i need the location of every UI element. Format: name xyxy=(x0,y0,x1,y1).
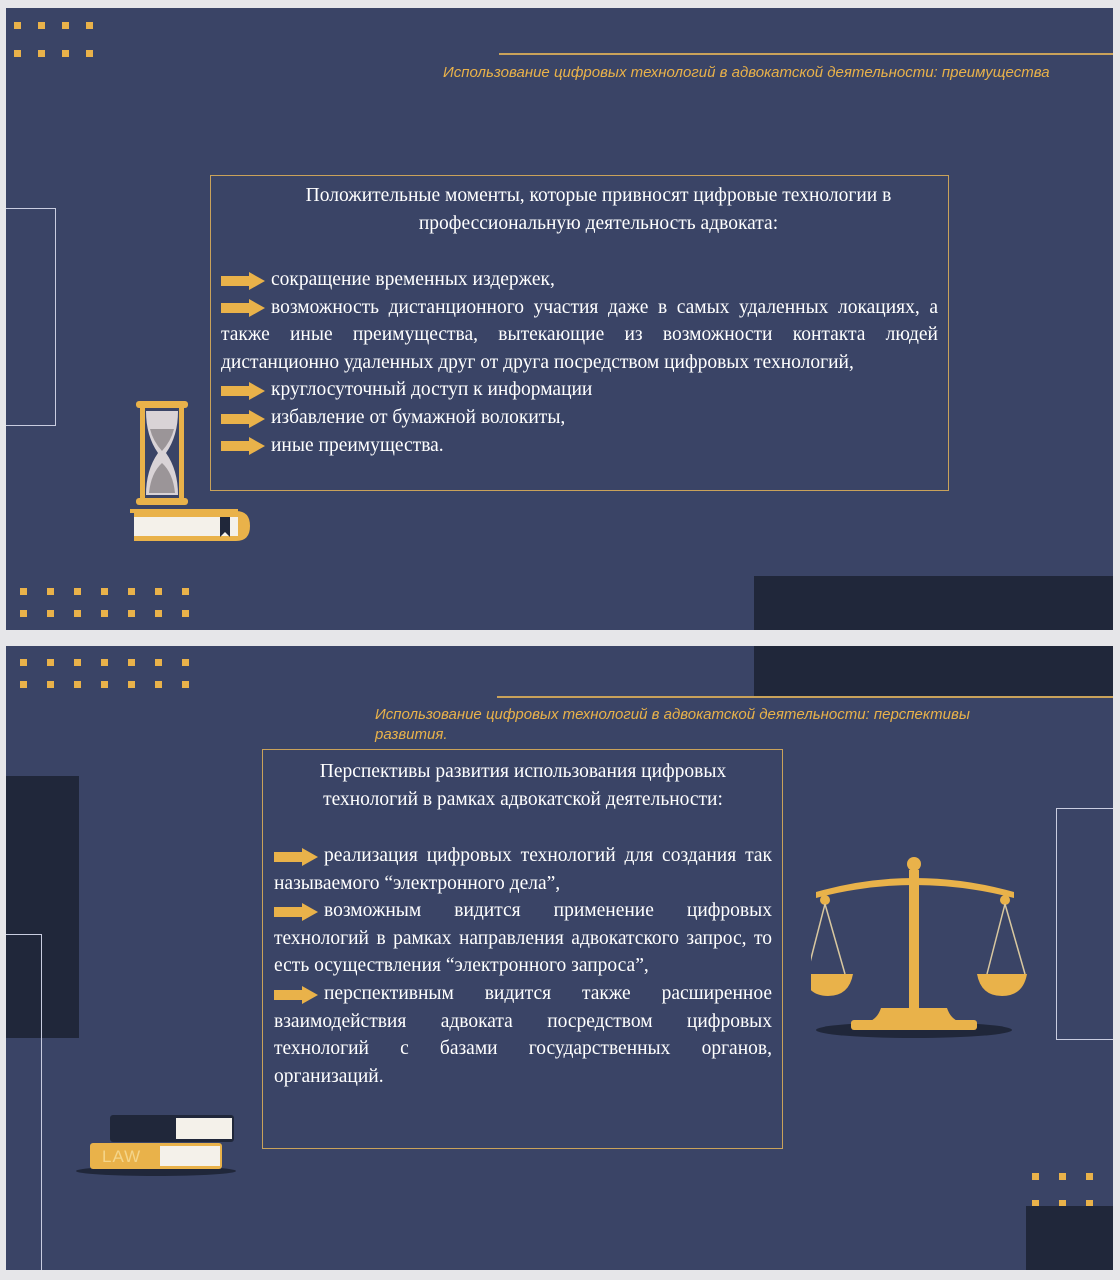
title-rule xyxy=(499,53,1113,55)
decor-outline-left xyxy=(6,208,56,426)
bullet-text: иные преимущества. xyxy=(271,434,444,456)
title-rule xyxy=(497,696,1113,698)
arrow-right-icon xyxy=(221,299,265,317)
bullet-item xyxy=(221,266,938,294)
decor-dark-block xyxy=(754,576,1113,630)
arrow-right-icon xyxy=(221,272,265,290)
bullet-text: избавление от бумажной волокиты, xyxy=(271,406,566,428)
advantages-box xyxy=(210,175,949,491)
slide-title-line2: развития. xyxy=(375,726,448,743)
book-label: LAW xyxy=(102,1147,142,1166)
bullet-item xyxy=(274,980,772,1090)
arrow-right-icon xyxy=(274,986,318,1004)
bullet-text: сокращение временных издержек, xyxy=(271,269,555,290)
box-heading: Перспективы развития использования цифровых технологий в рамках адвокатской деятельности: xyxy=(319,761,727,810)
bullet-text: возможность дистанционного участия даже в самых удаленных локациях, а также иные преимущества, вытекающие из возможности контакта людей дистанционно удаленных друг от друга посредством цифровых технологий, xyxy=(221,296,938,373)
scales-icon xyxy=(811,856,1029,1042)
decor-dark-block-top xyxy=(754,646,1113,696)
bullet-item xyxy=(221,404,938,432)
decor-outline-right xyxy=(1056,808,1113,1040)
slide-title-line1: Использование цифровых технологий в адвокатской деятельности: перспективы xyxy=(375,706,970,723)
slide-prospects xyxy=(6,646,1113,1270)
arrow-right-icon xyxy=(274,848,318,866)
slide-advantages xyxy=(6,8,1113,630)
bullet-item xyxy=(274,897,772,980)
bullet-list xyxy=(221,266,938,459)
prospects-box xyxy=(262,749,783,1149)
bullet-item xyxy=(221,432,938,460)
bullet-list xyxy=(274,842,772,1090)
bullet-text: реализация цифровых технологий для создания так называемого “электронного дела”, xyxy=(274,845,772,894)
decor-outline-left xyxy=(6,934,42,1270)
bullet-text: возможным видится применение цифровых технологий в рамках направления адвокатского запрос, то есть осуществления “электронного запроса”, xyxy=(274,900,772,977)
box-heading: Положительные моменты, которые привносят цифровые технологии в профессиональную деятельность адвоката: xyxy=(305,185,892,234)
bullet-item xyxy=(221,294,938,377)
dot-grid-bottom-left xyxy=(20,588,189,617)
law-books-icon xyxy=(76,1111,246,1177)
arrow-right-icon xyxy=(221,382,265,400)
bullet-text: круглосуточный доступ к информации xyxy=(271,379,593,401)
hourglass-on-book-icon xyxy=(124,401,252,547)
dot-grid-top-left xyxy=(14,22,93,57)
bullet-item xyxy=(221,376,938,404)
slide-title: Использование цифровых технологий в адвокатской деятельности: преимущества xyxy=(443,64,1050,81)
bullet-item xyxy=(274,842,772,897)
bullet-text: перспективным видится также расширенное взаимодействия адвоката посредством цифровых технологий с базами государственных органов, организаций. xyxy=(274,982,772,1087)
arrow-right-icon xyxy=(274,903,318,921)
dot-grid-top-left xyxy=(20,659,189,688)
decor-dark-block-bottom xyxy=(1026,1206,1113,1270)
